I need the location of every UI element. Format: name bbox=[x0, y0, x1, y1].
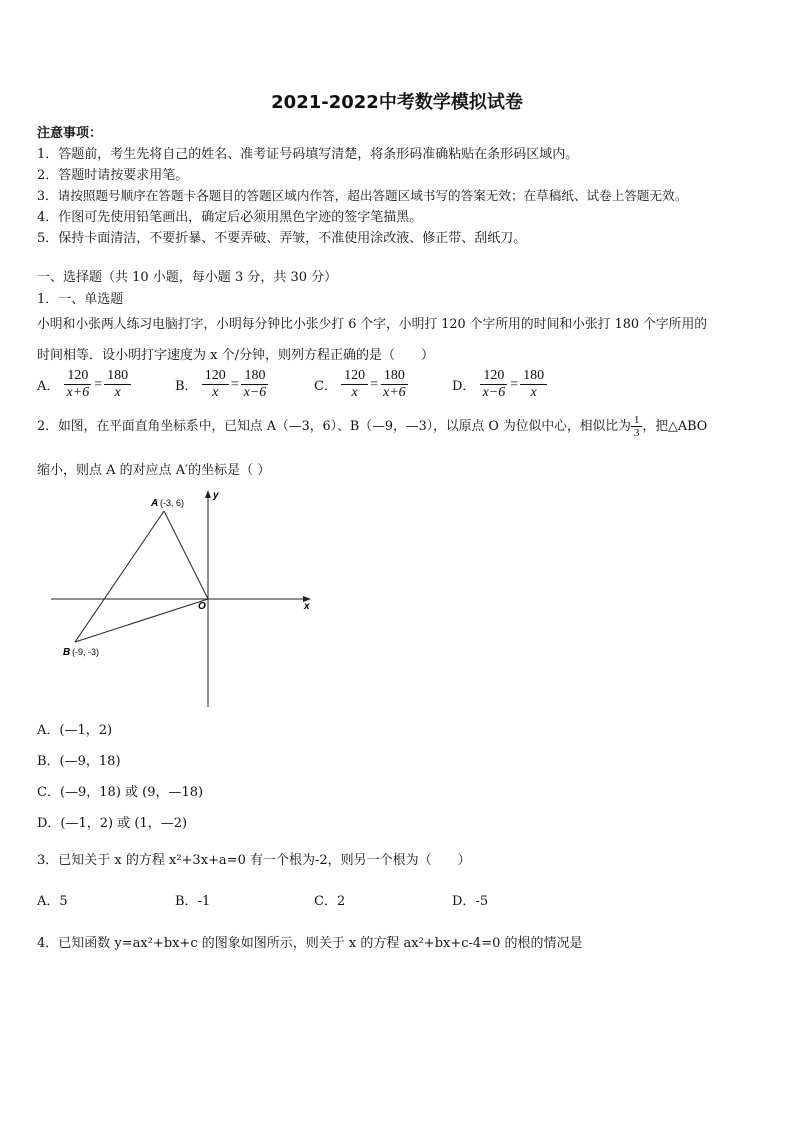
q1-label: 1．一、单选题 bbox=[37, 292, 124, 307]
q2-option-c[interactable]: C．(—9，18) 或 (9，—18) bbox=[37, 785, 204, 800]
q4-stem: 4．已知函数 y=ax²+bx+c 的图象如图所示，则关于 x 的方程 ax²+bx+c-4=0 的根的情况是 bbox=[37, 936, 583, 951]
notice-item: 4．作图可先使用铅笔画出，确定后必须用黑色字迹的签字笔描黑。 bbox=[37, 210, 423, 225]
notice-heading: 注意事项： bbox=[37, 126, 103, 141]
q1-option-c[interactable]: C． $\frac{120}{x}$ = $\frac{180}{x+6}$ bbox=[314, 368, 409, 401]
notice-item: 1．答题前，考生先将自己的姓名、准考证号码填写清楚，将条形码准确粘贴在条形码区域内。 bbox=[37, 147, 579, 162]
q3-option-c[interactable]: C．2 bbox=[314, 894, 346, 909]
q3-option-b[interactable]: B．-1 bbox=[175, 894, 211, 909]
q2-option-d[interactable]: D．(—1，2) 或 (1，—2) bbox=[37, 816, 188, 831]
section-heading: 一、选择题（共 10 小题，每小题 3 分，共 30 分） bbox=[37, 270, 338, 285]
origin-label: O bbox=[198, 601, 206, 612]
q1-option-d[interactable]: D． $\frac{120}{x-6}$ = $\frac{180}{x}$ bbox=[452, 368, 547, 401]
segment-ao bbox=[164, 511, 208, 599]
segment-bo bbox=[75, 599, 208, 642]
q2-option-b[interactable]: B．(—9，18) bbox=[37, 754, 121, 769]
point-a-coord: (-3, 6) bbox=[160, 498, 185, 508]
q3-option-d[interactable]: D．-5 bbox=[452, 894, 489, 909]
q3-option-a[interactable]: A．5 bbox=[37, 894, 68, 909]
notice-item: 5．保持卡面清洁，不要折暴、不要弄破、弄皱，不准使用涂改液、修正带、刮纸刀。 bbox=[37, 231, 527, 246]
x-axis-label: x bbox=[304, 601, 310, 612]
point-b-coord: (-9, -3) bbox=[72, 647, 99, 657]
q2-option-a[interactable]: A．(—1，2) bbox=[37, 723, 113, 738]
point-a-label: A bbox=[151, 498, 159, 509]
ratio-fraction: $\frac{1}{3}$ bbox=[631, 414, 643, 439]
q1-option-b[interactable]: B． $\frac{120}{x}$ = $\frac{180}{x-6}$ bbox=[175, 368, 269, 401]
q2-stem-line2: 缩小，则点 A 的对应点 A′的坐标是（ ） bbox=[37, 463, 271, 478]
notice-item: 2．答题时请按要求用笔。 bbox=[37, 168, 189, 183]
point-b-label: B bbox=[63, 647, 71, 658]
q1-option-a[interactable]: A． $\frac{120}{x+6}$ = $\frac{180}{x}$ bbox=[37, 368, 131, 401]
q3-stem: 3．已知关于 x 的方程 x²+3x+a=0 有一个根为-2，则另一个根为（ ） bbox=[37, 853, 471, 868]
coordinate-figure bbox=[45, 485, 325, 710]
notice-item: 3．请按照题号顺序在答题卡各题目的答题区域内作答，超出答题区域书写的答案无效；在草稿纸、试卷上答题无效。 bbox=[37, 188, 688, 203]
y-axis-label: y bbox=[213, 490, 219, 501]
q2-stem-line1: 2．如图，在平面直角坐标系中，已知点 A（—3，6）、B（—9，—3），以原点 O 为位似中心，相似比为 $\frac{1}{3}$ ，把△ABO bbox=[37, 414, 708, 439]
y-axis-arrow bbox=[205, 490, 211, 498]
q1-stem-line2: 时间相等．设小明打字速度为 x 个/分钟，则列方程正确的是（ ） bbox=[37, 348, 434, 363]
q1-stem-line1: 小明和小张两人练习电脑打字，小明每分钟比小张少打 6 个字，小明打 120 个字所用的时间和小张打 180 个字所用的 bbox=[37, 317, 708, 332]
segment-ab bbox=[75, 511, 164, 642]
page-title: 2021-2022中考数学模拟试卷 bbox=[271, 92, 523, 113]
